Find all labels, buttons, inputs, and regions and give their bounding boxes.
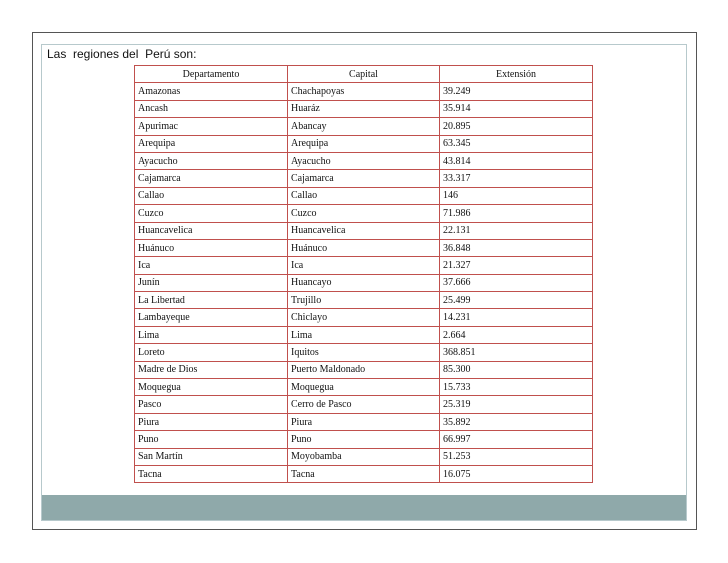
table-row — [135, 170, 593, 187]
cell-departamento: Cuzco — [135, 205, 288, 222]
table-header-row — [135, 66, 593, 83]
cell-extension: 36.848 — [440, 239, 593, 256]
table-row — [135, 292, 593, 309]
table-row — [135, 379, 593, 396]
cell-capital: Huancavelica — [288, 222, 440, 239]
cell-departamento: Callao — [135, 187, 288, 204]
table-row — [135, 431, 593, 448]
cell-extension: 71.986 — [440, 205, 593, 222]
cell-departamento: Loreto — [135, 344, 288, 361]
cell-extension: 22.131 — [440, 222, 593, 239]
cell-departamento: San Martín — [135, 448, 288, 465]
cell-extension: 35.892 — [440, 413, 593, 430]
slide-content — [41, 44, 687, 521]
cell-extension: 368.851 — [440, 344, 593, 361]
table-row — [135, 309, 593, 326]
table-row — [135, 205, 593, 222]
cell-capital: Iquitos — [288, 344, 440, 361]
cell-extension: 39.249 — [440, 83, 593, 100]
cell-capital: Tacna — [288, 465, 440, 482]
cell-departamento: La Libertad — [135, 292, 288, 309]
header-extension: Extensión — [440, 66, 593, 83]
footer-band — [42, 495, 686, 520]
cell-departamento: Ancash — [135, 100, 288, 117]
cell-extension: 37.666 — [440, 274, 593, 291]
cell-extension: 146 — [440, 187, 593, 204]
cell-departamento: Tacna — [135, 465, 288, 482]
cell-departamento: Puno — [135, 431, 288, 448]
cell-departamento: Huancavelica — [135, 222, 288, 239]
cell-capital: Cuzco — [288, 205, 440, 222]
cell-extension: 51.253 — [440, 448, 593, 465]
cell-departamento: Huánuco — [135, 239, 288, 256]
cell-capital: Chiclayo — [288, 309, 440, 326]
cell-capital: Cerro de Pasco — [288, 396, 440, 413]
cell-capital: Huaráz — [288, 100, 440, 117]
table-row — [135, 465, 593, 482]
intro-text: Las regiones del Perú son: — [47, 47, 197, 61]
cell-capital: Callao — [288, 187, 440, 204]
cell-extension: 14.231 — [440, 309, 593, 326]
header-departamento: Departamento — [135, 66, 288, 83]
table-row — [135, 413, 593, 430]
table-row — [135, 135, 593, 152]
header-capital: Capital — [288, 66, 440, 83]
cell-extension: 43.814 — [440, 152, 593, 169]
page-frame — [32, 32, 697, 530]
cell-capital: Abancay — [288, 118, 440, 135]
cell-capital: Moyobamba — [288, 448, 440, 465]
table-row — [135, 396, 593, 413]
table-row — [135, 222, 593, 239]
cell-departamento: Arequipa — [135, 135, 288, 152]
cell-departamento: Lambayeque — [135, 309, 288, 326]
cell-capital: Puerto Maldonado — [288, 361, 440, 378]
cell-extension: 33.317 — [440, 170, 593, 187]
table-row — [135, 361, 593, 378]
table-row — [135, 448, 593, 465]
cell-extension: 2.664 — [440, 326, 593, 343]
cell-capital: Piura — [288, 413, 440, 430]
cell-extension: 25.319 — [440, 396, 593, 413]
cell-departamento: Apurimac — [135, 118, 288, 135]
table-row — [135, 100, 593, 117]
table-row — [135, 344, 593, 361]
table-row — [135, 274, 593, 291]
cell-extension: 15.733 — [440, 379, 593, 396]
cell-capital: Ayacucho — [288, 152, 440, 169]
table-row — [135, 118, 593, 135]
cell-capital: Huánuco — [288, 239, 440, 256]
cell-departamento: Piura — [135, 413, 288, 430]
cell-extension: 85.300 — [440, 361, 593, 378]
cell-capital: Moquegua — [288, 379, 440, 396]
cell-extension: 35.914 — [440, 100, 593, 117]
cell-capital: Trujillo — [288, 292, 440, 309]
table-row — [135, 152, 593, 169]
cell-extension: 63.345 — [440, 135, 593, 152]
cell-departamento: Pasco — [135, 396, 288, 413]
cell-departamento: Ica — [135, 257, 288, 274]
cell-departamento: Amazonas — [135, 83, 288, 100]
table-row — [135, 326, 593, 343]
cell-departamento: Cajamarca — [135, 170, 288, 187]
cell-capital: Huancayo — [288, 274, 440, 291]
cell-extension: 66.997 — [440, 431, 593, 448]
table-row — [135, 83, 593, 100]
cell-extension: 21.327 — [440, 257, 593, 274]
cell-capital: Cajamarca — [288, 170, 440, 187]
cell-extension: 16.075 — [440, 465, 593, 482]
cell-capital: Lima — [288, 326, 440, 343]
table-row — [135, 257, 593, 274]
cell-capital: Chachapoyas — [288, 83, 440, 100]
regions-table — [134, 65, 593, 483]
table-row — [135, 239, 593, 256]
cell-departamento: Lima — [135, 326, 288, 343]
cell-extension: 20.895 — [440, 118, 593, 135]
cell-capital: Ica — [288, 257, 440, 274]
cell-capital: Puno — [288, 431, 440, 448]
cell-departamento: Ayacucho — [135, 152, 288, 169]
cell-extension: 25.499 — [440, 292, 593, 309]
cell-departamento: Moquegua — [135, 379, 288, 396]
table-row — [135, 187, 593, 204]
cell-departamento: Madre de Dios — [135, 361, 288, 378]
cell-departamento: Junín — [135, 274, 288, 291]
cell-capital: Arequipa — [288, 135, 440, 152]
